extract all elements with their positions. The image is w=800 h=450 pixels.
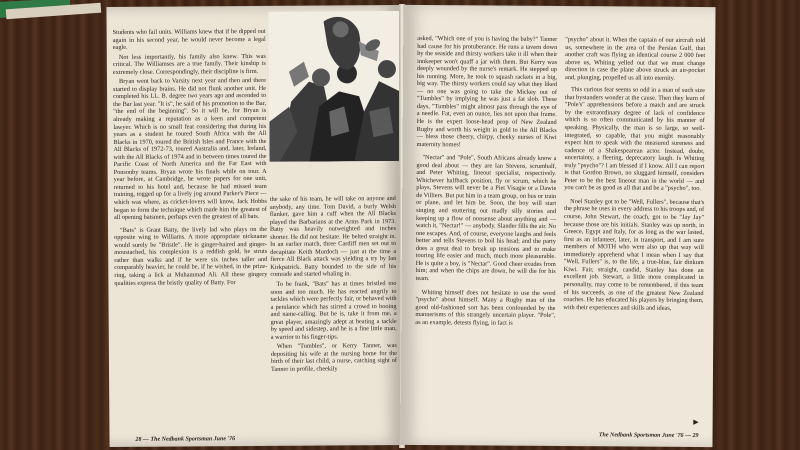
left-page [106, 5, 403, 447]
paragraph: Noel Stanley got to be "Well, Fullers", because that's the phrase he uses in every address to his troops and, of course, John Stewart, the coach, got to be "Jay Jay" because those are his initials. Stanley was up north, in Greece, Egypt and Italy, for as long as the war lasted, first as an infanteer, later, in transport, and I am sure members of MOTH who were also up that way will immediately apprehend what I mean when I say that "Well, Fullers" is, to the life, a true-blue, fair dinkum Kiwi. Fair, straight, candid, Stanley has done an excellent job. Stewart, a little more complicated in personality, may come to be remembered, if this team of his succeeds, as one of the greatest New Zealand coaches. He has educated his players by bringing them, with their experiences and skills and ideas, [563, 198, 705, 312]
rugby-illustration [269, 11, 410, 162]
left-column-2 [270, 195, 397, 373]
paragraph: "Nectar" and "Pole", South Africans already know a good deal about — they are Ian Stevens, scrumhalf, and Peter Whiting, lineout specialist, respectively. Whichever halfback position, fly or scrum, which he plays, Stevens will never be a Piet Visagie or a Dawie de Villiers. But put him in a team group, on bus or train or plane, and let him be. Soon, the boy will start singing and stuttering out madly silly stories and keeping up a flow of nonsense about anything and — watch it, "Nectar!" — anybody. Slander fills the air. No one escapes. And, of course, everyone laughs and feels better and tells Stevens to boil his head; and the party does a great deal to break up tensions and to make touring life easier and much, much more pleasurable. He is quite a boy, is "Nectar". Good cheer exudes from him; and when the chips are down, he will die for his team. [415, 154, 557, 283]
right-page-footer: The Nedbank Sportsman June '76 — 29 [598, 432, 699, 439]
paragraph: When "Tumbles", or Kerry Tanner, was depositing his wife at the nursing home for the birth of their last child, a nurse, catching sight of Tanner in profile, cheekily [270, 342, 397, 373]
paragraph: the sake of his team, he will take on anyone and anybody, any time. Tom David, a burly Welsh flanker, gave him a cuff when the All Blacks played the Barbarians at the Arms Park in 1973. Batty was heavily outweighted and inches shorter. He did not hesitate. He belted straight in. In an earlier match, three Cardiff men set out to decapitate Keith Murdoch — just at the time a fierce All Black attack was yielding a try by Ian Kirkpatrick. Batty bounded to the side of his comrade and started whaling in. [269, 195, 397, 279]
rugby-players-drawing [269, 11, 410, 162]
right-page [400, 5, 715, 447]
left-column-1 [113, 28, 268, 287]
paragraph: Students who fail units. Williams knew that if he dipped out again in his second year, he would never become a legal eagle. [112, 27, 266, 52]
paragraph: To be frank, "Bats" has at times bristled too soon and too much. He has reacted angrily to tackles which were perfectly fair, or behaved with a petulance which has stirred a crowd to booing and name-calling. But he is, take it from me, a great player, amazingly adept at beating a tackle by speed and sidestep, and he is a fine little man, a warrior to his finger-tips. [270, 280, 397, 341]
right-column-2 [563, 36, 705, 312]
paragraph: Whiting himself does not hesitate to use the word "psycho" about himself. Many a Rugby man of the good old-fashioned sort has been confounded by the mannerisms of this strangely uncertain player. "Pole", as an example, detests flying, in fact is [415, 288, 556, 327]
paragraph: Not less importantly, his family also knew. This was critical. The Williamses are a true family. Their kinship is extremely close. Correspondingly, their discipline is firm. [112, 52, 266, 76]
left-page-footer: 28 — The Nedbank Sportsman June '76 [135, 436, 236, 443]
paragraph: This curious fear seems so odd in a man of such size that bystanders wonder at the cause. Then they learn of "Pole's" apprehensions before a match and are struck by the extraordinary degree of lack of confidence which is so often communicated by his manner of speaking. Physically, the man is so large, so well-integrated, so capable, that you might reasonably expect him to speak with the measured sureness and cadence of a Shakespearean actor. Instead, doubt, uncertainty, a fleeting, deprecatory laugh. Is Whiting truly "psycho"? I am blessed if I know. All I can report is that Gordon Brown, no sluggard himself, considers Peter to be the best lineout man in the world — and you can't be as good as all that and be a "psycho", too. [564, 86, 705, 193]
paragraph: "psycho" about it. When the captain of our aircraft told us, somewhere in the area of the Persian Gulf, that another craft was flying an identical course 2 000 feet above us, Whiting yelled out that we must change direction in case the plane above struck an air-pocket and, plunging, propelled us all into eternity. [565, 36, 706, 82]
continue-arrow-icon: ▶ [693, 417, 699, 426]
paragraph: Bryan went back to Varsity next year and then and there started to display brains. He did not flunk another unit. He completed his LL. B. degree two years ago and ascended to the Bar last year. "It is", he said of his promotion to the Bar, "the end of the beginning". So it will be, for Bryan is already making a reputation as a keen and competent lawyer. Which is no small feat considering that during his years as a student he toured South Africa with the All Blacks in 1970, toured the British Isles and France with the All Blacks of 1972-73, toured Australia and, later, Ireland, with the All Blacks of 1974 and in between times toured the Pacific Coast of North America and the Far East with Ponsonby teams. Bryan wrote his finals while on tour. A year before, at Cambridge, he wrote papers for one unit, returned to his hotel and, because he had missed team training, togged up for a lively jog around Parker's Piece — which was where, as cricket-lovers will know, Jack Hobbs began to form the technique which made him the greatest of all opening batsmen, perhaps even the greatest of all bats. [113, 77, 267, 222]
paragraph: asked, "Which one of you is having the baby?" Tanner had cause for his protuberance. He runs a tavern down by the seaside and thirsty workers take it ill when their innkeeper won't quaff a jar with them. But Kerry was deeply wounded by the nurse's remark. He stepped up his running. More, he took to squash rackets in a big, big way. The thirsty workers could say what they liked — no one was going to take the Mickey out of "Tumbles" by implying he was just a fat slob. These days, "Tumbles" might almost pass through the eye of a needle. Fat, even an ounce, lies not upon that frame. He is the expert loose-head prop of New Zealand Rugby and worth his weight in gold to the All Blacks — bless those cheery, chirpy, cheeky nurses of Kiwi maternity homes! [416, 35, 558, 148]
right-column-1 [415, 35, 557, 327]
paragraph: "Bats" is Grant Batty, the lively lad who plays on the opposite wing to Williams. A more appropriate nickname would surely be "Bristle". He is ginger-haired and ginger-moustached, his complexion is a reddish gold, he struts rather than walks and if he were six inches taller and comparably heavier, he could be, if he wished, in the prize-ring, taking a lick at Muhammad Ali. All these gingery qualities express the bristly quality of Batty. For [114, 225, 268, 287]
